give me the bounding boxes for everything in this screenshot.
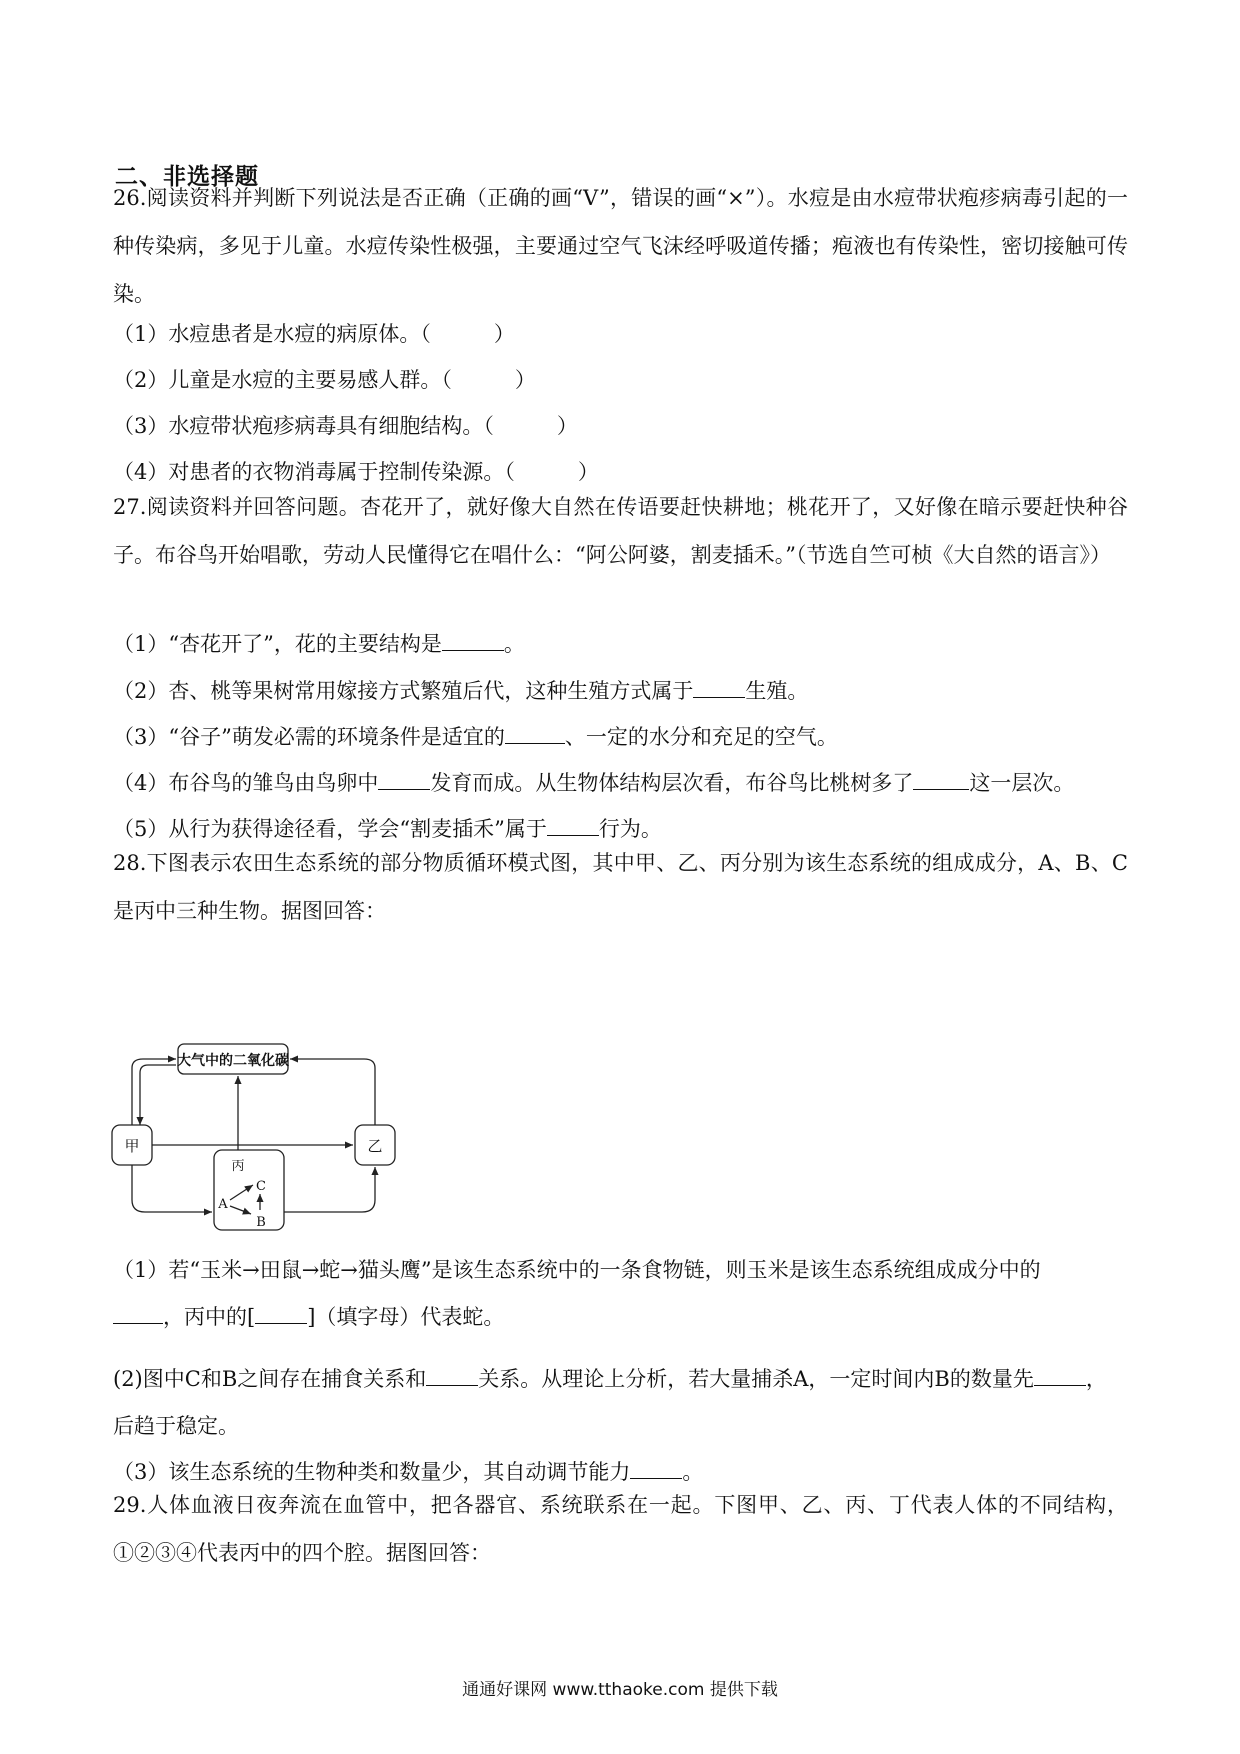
q28-item-3-text: （3）该生态系统的生物种类和数量少，其自动调节能力: [113, 1460, 631, 1484]
carbon-cycle-diagram: [110, 1040, 405, 1232]
q27-item-4: [113, 767, 1133, 797]
q26-item-3: （3）水痘带状疱疹病毒具有细胞结构。（ ）: [113, 414, 578, 438]
q29-intro: 29.人体血液日夜奔流在血管中，把各器官、系统联系在一起。下图甲、乙、丙、丁代表人体的不同结构，①②③④代表丙中的四个腔。据图回答：: [113, 1493, 1128, 1565]
q28-item-1-line-2: [113, 1301, 1133, 1331]
q27-item-1: [113, 628, 1133, 658]
answer-blank[interactable]: [442, 630, 504, 651]
answer-blank[interactable]: [1034, 1365, 1086, 1386]
answer-blank[interactable]: [113, 1303, 163, 1324]
q27-item-1-text: （1）“杏花开了”，花的主要结构是: [113, 632, 442, 656]
answer-blank[interactable]: [505, 723, 565, 744]
q27-item-1-end: 。: [503, 632, 525, 656]
q27-intro: 27.阅读资料并回答问题。杏花开了，就好像大自然在传语要赶快耕地；桃花开了，又好像在暗示要赶快种谷子。布谷鸟开始唱歌，劳动人民懂得它在唱什么：“阿公阿婆，割麦插禾。”（节选自竺可桢《大自然的语言》）: [113, 495, 1128, 567]
node-a-label: A: [218, 1197, 228, 1212]
bing-label: 丙: [231, 1159, 245, 1174]
q27-item-5-end: 行为。: [598, 817, 662, 841]
answer-blank[interactable]: [255, 1303, 307, 1324]
q27-item-4-end: 这一层次。: [969, 771, 1075, 795]
q28-item-2-line-2: 后趋于稳定。: [113, 1414, 239, 1438]
answer-blank[interactable]: [547, 815, 599, 836]
q27-item-2: [113, 675, 1133, 705]
q26-item-2: （2）儿童是水痘的主要易感人群。（ ）: [113, 368, 536, 392]
q28-item-3-end: 。: [682, 1460, 704, 1484]
q26-item-4: （4）对患者的衣物消毒属于控制传染源。（ ）: [113, 460, 599, 484]
q27-item-3-text: （3）“谷子”萌发必需的环境条件是适宜的: [113, 725, 505, 749]
q27-item-4-text: （4）布谷鸟的雏鸟由鸟卵中: [113, 771, 379, 795]
atmosphere-co2-label: 大气中的二氧化碳: [177, 1053, 289, 1069]
q28-item-1-line-1: （1）若“玉米→田鼠→蛇→猫头鹰”是该生态系统中的一条食物链，则玉米是该生态系统组成成分中的: [113, 1258, 1041, 1282]
answer-blank[interactable]: [913, 769, 969, 790]
q28-item-1-mid: ，丙中的[: [163, 1305, 256, 1329]
q27-item-5-text: （5）从行为获得途径看，学会“割麦插禾”属于: [113, 817, 547, 841]
q28-item-1-end: ]（填字母）代表蛇。: [307, 1305, 505, 1329]
consumer-box-bing: [214, 1150, 284, 1230]
section-title: 二、非选择题: [115, 164, 259, 190]
footer-credit: 通通好课网 www.tthaoke.com 提供下载: [462, 1680, 778, 1700]
q26-item-1: （1）水痘患者是水痘的病原体。（ ）: [113, 322, 515, 346]
q27-item-3-end: 、一定的水分和充足的空气。: [564, 725, 838, 749]
node-c-label: C: [256, 1179, 266, 1194]
q28-item-2-comma: ，: [1085, 1367, 1107, 1391]
q28-item-2-mid: 关系。从理论上分析，若大量捕杀A，一定时间内B的数量先: [478, 1367, 1034, 1391]
jia-label: 甲: [124, 1137, 140, 1155]
q26-intro: 26.阅读资料并判断下列说法是否正确（正确的画“V”，错误的画“×”）。水痘是由水痘带状疱疹病毒引起的一种传染病，多见于儿童。水痘传染性极强，主要通过空气飞沫经呼吸道传播；疱液也有传染性，密切接触可传染。: [113, 186, 1128, 306]
q27-item-4-mid: 发育而成。从生物体结构层次看，布谷鸟比桃树多了: [430, 771, 914, 795]
q27-item-3: [113, 721, 1133, 751]
answer-blank[interactable]: [426, 1365, 478, 1386]
answer-blank[interactable]: [693, 677, 745, 698]
q28-item-2-text: (2)图中C和B之间存在捕食关系和: [113, 1367, 427, 1391]
answer-blank[interactable]: [630, 1458, 682, 1479]
node-b-label: B: [256, 1215, 266, 1230]
yi-label: 乙: [367, 1137, 383, 1155]
answer-blank[interactable]: [378, 769, 430, 790]
q28-item-2-line-1: [113, 1363, 1133, 1393]
q27-item-2-end: 生殖。: [745, 679, 809, 703]
q28-intro: 28.下图表示农田生态系统的部分物质循环模式图，其中甲、乙、丙分别为该生态系统的组成成分，A、B、C是丙中三种生物。据图回答：: [113, 851, 1128, 923]
q27-item-2-text: （2）杏、桃等果树常用嫁接方式繁殖后代，这种生殖方式属于: [113, 679, 694, 703]
